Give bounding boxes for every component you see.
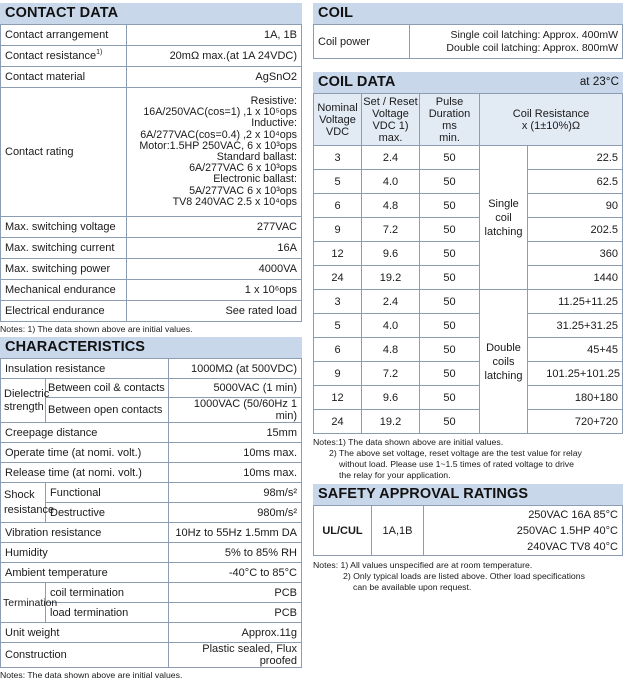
table-row (1, 443, 302, 463)
row-value: 10ms max. (169, 443, 302, 463)
contact-rating-label: Contact rating (1, 88, 127, 217)
row-sublabel: Destructive (46, 503, 169, 523)
cell-set-voltage: 4.0 (362, 170, 420, 194)
table-row (1, 359, 302, 379)
coil-data-title: COIL DATA (318, 74, 396, 90)
safety-title: SAFETY APPROVAL RATINGS (313, 484, 623, 505)
row-label: Vibration resistance (1, 523, 169, 543)
row-label: Creepage distance (1, 423, 169, 443)
row-value: 1000MΩ (at 500VDC) (169, 359, 302, 379)
table-row (1, 217, 302, 238)
row-value: 10ms max. (169, 463, 302, 483)
table-row (1, 623, 302, 643)
safety-form: 1A,1B (372, 506, 424, 556)
cell-pulse: 50 (420, 410, 480, 434)
characteristics-note: Notes: The data shown above are initial values. (0, 670, 183, 680)
coil-data-header (313, 72, 623, 93)
table-row (1, 483, 302, 503)
contact-rating-value: Resistive: 16A/250VAC(cos=1) ,1 x 10⁵ops Inductive: 6A/277VAC(cos=0.4) ,2 x 10⁴ops Motor:1.5HP 250VAC, 6 x 10³ops Standard ballast: 6A/277VAC 6 x 10³ops Electronic ballast: 5A/277VAC 6 x 10³ops TV8 240VAC 2.5 x 10⁴ops (127, 88, 302, 217)
cell-voltage: 24 (314, 266, 362, 290)
cell-voltage: 24 (314, 410, 362, 434)
row-label: Construction (1, 643, 169, 668)
table-row (1, 238, 302, 259)
row-value: PCB (169, 603, 302, 623)
row-value: 1A, 1B (127, 25, 302, 46)
cell-voltage: 9 (314, 218, 362, 242)
cell-pulse: 50 (420, 146, 480, 170)
row-value: AgSnO2 (127, 67, 302, 88)
cell-resistance: 90 (528, 194, 623, 218)
cell-resistance: 62.5 (528, 170, 623, 194)
contact-data-note: Notes: 1) The data shown above are initial values. (0, 324, 193, 334)
cell-set-voltage: 2.4 (362, 146, 420, 170)
coil-data-notes: Notes:1) The data shown above are initial values. 2) The above set voltage, reset voltage are the test value for relay without load. Please use 1~1.5 times of rated voltage to drive the relay for your application. (313, 437, 582, 480)
row-sublabel: Between coil & contacts (46, 379, 169, 398)
row-sublabel: coil termination (46, 583, 169, 603)
cell-set-voltage: 19.2 (362, 266, 420, 290)
table-row (314, 338, 623, 362)
col-header-set-reset-voltage: Set / Reset Voltage VDC 1) max. (363, 95, 418, 144)
cell-set-voltage: 9.6 (362, 242, 420, 266)
row-value: 4000VA (127, 259, 302, 280)
table-row (1, 463, 302, 483)
row-label: Operate time (at nomi. volt.) (1, 443, 169, 463)
cell-resistance: 202.5 (528, 218, 623, 242)
characteristics-table (0, 358, 302, 668)
cell-voltage: 6 (314, 338, 362, 362)
table-row (1, 259, 302, 280)
row-label: Insulation resistance (1, 359, 169, 379)
coil-power-label: Coil power (314, 25, 410, 59)
row-label: Max. switching current (1, 238, 127, 259)
col-header-pulse-duration: Pulse Duration ms min. (420, 94, 480, 146)
safety-notes: Notes: 1) All values unspecified are at room temperature. 2) Only typical loads are listed above. Other load specifications can be available upon request. (313, 560, 585, 592)
contact-data-section (0, 3, 302, 335)
cell-set-voltage: 4.8 (362, 194, 420, 218)
coil-section (313, 3, 623, 59)
table-row (1, 523, 302, 543)
row-label: Humidity (1, 543, 169, 563)
cell-voltage: 6 (314, 194, 362, 218)
table-row (1, 301, 302, 322)
cell-resistance: 31.25+31.25 (528, 314, 623, 338)
row-label: Release time (at nomi. volt.) (1, 463, 169, 483)
cell-resistance: 720+720 (528, 410, 623, 434)
coil-data-temperature: at 23°C (579, 76, 619, 88)
cell-voltage: 9 (314, 362, 362, 386)
safety-table (313, 505, 623, 556)
row-value: 1000VAC (50/60Hz 1 min) (169, 398, 302, 423)
shock-label: Shock resistance (1, 483, 46, 523)
col-header-nominal-voltage: Nominal Voltage VDC (314, 94, 362, 146)
termination-label: Termination (1, 583, 46, 623)
table-row (1, 25, 302, 46)
table-row (314, 194, 623, 218)
row-value: 5000VAC (1 min) (169, 379, 302, 398)
cell-pulse: 50 (420, 194, 480, 218)
table-row (314, 506, 623, 556)
row-sublabel: Between open contacts (46, 398, 169, 423)
row-label: Contact resistance$^{1)}$ (1, 46, 127, 67)
cell-set-voltage: 4.8 (362, 338, 420, 362)
coil-power-value: Single coil latching: Approx. 400mW Double coil latching: Approx. 800mW (410, 25, 623, 59)
cell-voltage: 12 (314, 386, 362, 410)
cell-voltage: 5 (314, 314, 362, 338)
single-coil-latching-label: Single coil latching (480, 146, 528, 290)
cell-pulse: 50 (420, 242, 480, 266)
row-value: -40°C to 85°C (169, 563, 302, 583)
cell-set-voltage: 7.2 (362, 362, 420, 386)
cell-resistance: 101.25+101.25 (528, 362, 623, 386)
table-row (314, 266, 623, 290)
safety-ratings: 250VAC 16A 85°C 250VAC 1.5HP 40°C 240VAC TV8 40°C (424, 506, 623, 556)
dielectric-label: Dielectric strength (1, 379, 46, 423)
coil-data-table (313, 93, 623, 434)
cell-pulse: 50 (420, 266, 480, 290)
row-value: 980m/s² (169, 503, 302, 523)
table-row (1, 280, 302, 301)
table-row (314, 362, 623, 386)
cell-pulse: 50 (420, 290, 480, 314)
cell-resistance: 180+180 (528, 386, 623, 410)
cell-set-voltage: 19.2 (362, 410, 420, 434)
contact-rating-row (1, 88, 302, 217)
cell-voltage: 3 (314, 290, 362, 314)
table-row (1, 543, 302, 563)
table-row (1, 379, 302, 398)
table-row (1, 398, 302, 423)
cell-set-voltage: 2.4 (362, 290, 420, 314)
row-sublabel: load termination (46, 603, 169, 623)
double-coils-latching-label: Double coils latching (480, 290, 528, 434)
contact-data-title: CONTACT DATA (0, 3, 302, 24)
cell-voltage: 12 (314, 242, 362, 266)
table-row (1, 46, 302, 67)
cell-pulse: 50 (420, 170, 480, 194)
row-value: 98m/s² (169, 483, 302, 503)
row-value: 15mm (169, 423, 302, 443)
row-value: Approx.11g (169, 623, 302, 643)
table-row (314, 170, 623, 194)
col-header-coil-resistance: Coil Resistance x (1±10%)Ω (480, 94, 623, 146)
cell-resistance: 22.5 (528, 146, 623, 170)
coil-title: COIL (313, 3, 623, 24)
row-label: Contact arrangement (1, 25, 127, 46)
row-value: Plastic sealed, Flux proofed (169, 643, 302, 668)
table-row (314, 386, 623, 410)
table-row (314, 314, 623, 338)
row-value: 20mΩ max.(at 1A 24VDC) (127, 46, 302, 67)
cell-pulse: 50 (420, 362, 480, 386)
row-value: 10Hz to 55Hz 1.5mm DA (169, 523, 302, 543)
row-label: Max. switching power (1, 259, 127, 280)
cell-pulse: 50 (420, 314, 480, 338)
row-sublabel: Functional (46, 483, 169, 503)
cell-voltage: 5 (314, 170, 362, 194)
table-row (1, 67, 302, 88)
cell-resistance: 1440 (528, 266, 623, 290)
coil-data-section (313, 72, 623, 481)
contact-data-table (0, 24, 302, 322)
row-label: Ambient temperature (1, 563, 169, 583)
table-row (1, 423, 302, 443)
cell-set-voltage: 4.0 (362, 314, 420, 338)
cell-resistance: 45+45 (528, 338, 623, 362)
cell-set-voltage: 9.6 (362, 386, 420, 410)
cell-resistance: 360 (528, 242, 623, 266)
row-value: 1 x 10⁶ops (127, 280, 302, 301)
table-row (314, 242, 623, 266)
cell-pulse: 50 (420, 218, 480, 242)
characteristics-title: CHARACTERISTICS (0, 337, 302, 358)
coil-table (313, 24, 623, 59)
row-label: Electrical endurance (1, 301, 127, 322)
characteristics-section (0, 337, 302, 681)
table-row (314, 146, 623, 170)
table-row (314, 410, 623, 434)
safety-cert: UL/CUL (314, 506, 372, 556)
table-row (314, 25, 623, 59)
row-label: Unit weight (1, 623, 169, 643)
cell-voltage: 3 (314, 146, 362, 170)
table-row (1, 643, 302, 668)
row-label: Contact material (1, 67, 127, 88)
cell-resistance: 11.25+11.25 (528, 290, 623, 314)
row-value: 5% to 85% RH (169, 543, 302, 563)
table-row (314, 290, 623, 314)
row-value: 277VAC (127, 217, 302, 238)
safety-section (313, 484, 623, 593)
row-label: Mechanical endurance (1, 280, 127, 301)
cell-pulse: 50 (420, 338, 480, 362)
cell-pulse: 50 (420, 386, 480, 410)
coil-data-header-row (314, 94, 623, 146)
row-label: Max. switching voltage (1, 217, 127, 238)
row-value: PCB (169, 583, 302, 603)
table-row (1, 583, 302, 603)
cell-set-voltage: 7.2 (362, 218, 420, 242)
table-row (1, 563, 302, 583)
row-value: See rated load (127, 301, 302, 322)
table-row (314, 218, 623, 242)
row-value: 16A (127, 238, 302, 259)
